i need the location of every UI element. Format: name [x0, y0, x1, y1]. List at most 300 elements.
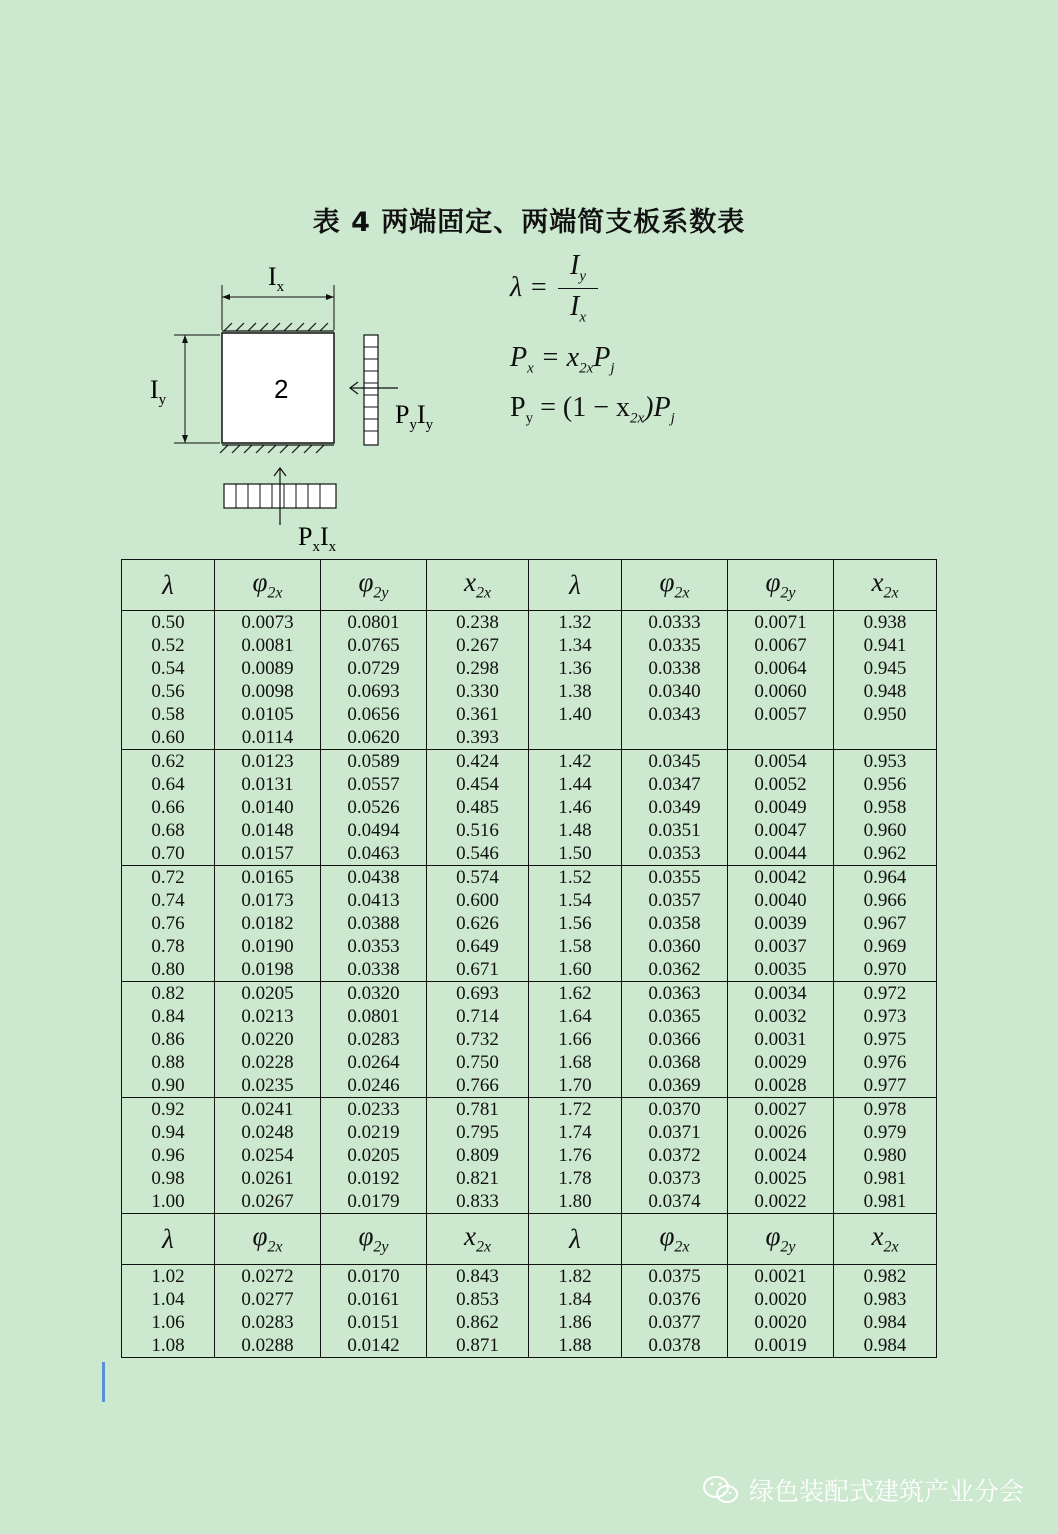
cell-value: 0.58	[151, 704, 185, 725]
cell-value: 0.0357	[648, 890, 701, 911]
column-header: $\varphi_{2x}$	[622, 560, 728, 611]
column-header: $x_{2x}$	[834, 1214, 937, 1265]
table-cell	[122, 611, 215, 750]
cell-value: 0.78	[151, 936, 185, 957]
column-header: $\varphi_{2y}$	[728, 560, 834, 611]
cell-value: 0.64	[151, 774, 185, 795]
cell-value: 0.0349	[648, 797, 701, 818]
cell-value: 0.267	[456, 635, 499, 656]
cell-value: 0.0081	[241, 635, 294, 656]
table-cell	[728, 750, 834, 866]
cell-value: 1.74	[558, 1122, 592, 1143]
left-dimension-label: $I_y$	[150, 375, 167, 408]
table-cell	[622, 982, 728, 1098]
cell-value: 0.981	[863, 1168, 907, 1189]
table-cell	[321, 1098, 427, 1214]
cell-value	[622, 726, 727, 749]
cell-value: 0.0021	[754, 1266, 807, 1287]
table-cell	[427, 982, 529, 1098]
cell-value: 1.76	[558, 1145, 592, 1166]
cell-value: 0.0049	[754, 797, 807, 818]
cell-value: 0.0801	[347, 1006, 400, 1027]
cell-value: 0.0228	[241, 1052, 294, 1073]
table-cell	[529, 982, 622, 1098]
cell-value: 0.0031	[754, 1029, 807, 1050]
table-cell	[622, 611, 728, 750]
cell-value: 0.80	[151, 959, 185, 980]
footer-watermark	[701, 1472, 1024, 1508]
column-header: $x_{2x}$	[834, 560, 937, 611]
cell-value: 0.0034	[754, 983, 807, 1004]
table-cell	[321, 982, 427, 1098]
cell-value: 0.0413	[347, 890, 400, 911]
cell-value: 0.967	[863, 913, 907, 934]
cell-value: 0.0148	[241, 820, 294, 841]
cell-value: 0.0335	[648, 635, 701, 656]
cell-value: 0.0047	[754, 820, 807, 841]
cell-value: 0.0220	[241, 1029, 294, 1050]
table-row-group	[122, 611, 937, 750]
cell-value: 0.68	[151, 820, 185, 841]
table-cell	[728, 866, 834, 982]
cell-value: 0.0042	[754, 867, 807, 888]
cell-value: 0.0283	[241, 1312, 294, 1333]
cell-value: 0.950	[863, 704, 907, 725]
cell-value: 1.40	[558, 704, 592, 725]
cell-value: 0.0233	[347, 1099, 400, 1120]
cell-value: 0.0388	[347, 913, 400, 934]
cell-value: 0.56	[151, 681, 185, 702]
cell-value: 0.984	[863, 1335, 907, 1356]
right-load-label: $P_yI_y$	[395, 400, 434, 433]
cell-value: 0.945	[863, 658, 907, 679]
table-row-group	[122, 1098, 937, 1214]
table-cell	[122, 750, 215, 866]
table-cell	[321, 1265, 427, 1358]
cell-value: 0.84	[151, 1006, 185, 1027]
cell-value: 0.0372	[648, 1145, 701, 1166]
cell-value: 1.34	[558, 635, 592, 656]
table-cell	[622, 866, 728, 982]
cell-value: 0.958	[863, 797, 907, 818]
top-dimension-label: $I_x$	[268, 262, 285, 295]
cell-value: 0.0365	[648, 1006, 701, 1027]
cell-value: 0.0248	[241, 1122, 294, 1143]
cell-value: 0.0264	[347, 1052, 400, 1073]
cell-value: 0.976	[863, 1052, 907, 1073]
table-cell	[215, 1098, 321, 1214]
cell-value: 0.0057	[754, 704, 807, 725]
column-header: $x_{2x}$	[427, 560, 529, 611]
cell-value: 0.0377	[648, 1312, 701, 1333]
table-cell	[321, 611, 427, 750]
cell-value: 0.0027	[754, 1099, 807, 1120]
cell-value: 0.862	[456, 1312, 499, 1333]
cell-value: 1.68	[558, 1052, 592, 1073]
cell-value: 1.64	[558, 1006, 592, 1027]
cell-value: 0.66	[151, 797, 185, 818]
cell-value: 0.0044	[754, 843, 807, 864]
column-header: λ	[122, 560, 215, 611]
column-header: λ	[529, 560, 622, 611]
table-cell	[215, 611, 321, 750]
cell-value: 0.0098	[241, 681, 294, 702]
cell-value: 0.0277	[241, 1289, 294, 1310]
cell-value: 0.948	[863, 681, 907, 702]
table-cell	[834, 750, 937, 866]
cell-value: 0.82	[151, 983, 185, 1004]
table-cell	[728, 611, 834, 750]
cell-value: 1.78	[558, 1168, 592, 1189]
cell-value: 0.0340	[648, 681, 701, 702]
cell-value: 0.0019	[754, 1335, 807, 1356]
cell-value: 0.970	[863, 959, 907, 980]
cell-value: 0.516	[456, 820, 499, 841]
cell-value: 0.0765	[347, 635, 400, 656]
cell-value: 0.964	[863, 867, 907, 888]
cell-value: 0.843	[456, 1266, 499, 1287]
cell-value: 0.809	[456, 1145, 499, 1166]
cell-value: 0.0351	[648, 820, 701, 841]
cell-value: 0.960	[863, 820, 907, 841]
cell-value: 1.72	[558, 1099, 592, 1120]
cell-value: 0.0353	[347, 936, 400, 957]
cell-value: 1.82	[558, 1266, 592, 1287]
cell-value: 0.88	[151, 1052, 185, 1073]
table-cell	[622, 750, 728, 866]
cell-value: 1.86	[558, 1312, 592, 1333]
cell-value: 0.0142	[347, 1335, 400, 1356]
table-cell	[529, 866, 622, 982]
cell-value: 1.38	[558, 681, 592, 702]
cell-value: 1.00	[151, 1191, 185, 1212]
cell-value: 0.0338	[648, 658, 701, 679]
cell-value: 0.0205	[241, 983, 294, 1004]
cell-value: 0.98	[151, 1168, 185, 1189]
cell-value: 0.0182	[241, 913, 294, 934]
lambda-lhs: λ =	[510, 272, 549, 303]
cell-value: 1.44	[558, 774, 592, 795]
cell-value: 0.0353	[648, 843, 701, 864]
cell-value: 0.983	[863, 1289, 907, 1310]
table-cell	[427, 1098, 529, 1214]
cell-value: 0.0347	[648, 774, 701, 795]
cell-value: 0.424	[456, 751, 499, 772]
wechat-icon	[701, 1474, 741, 1506]
table-cell	[529, 750, 622, 866]
cell-value: 0.626	[456, 913, 499, 934]
cell-value: 0.0333	[648, 612, 701, 633]
cell-value: 0.0620	[347, 727, 400, 748]
column-header: λ	[122, 1214, 215, 1265]
table-cell	[529, 1265, 622, 1358]
cell-value: 0.0161	[347, 1289, 400, 1310]
cell-value: 0.649	[456, 936, 499, 957]
column-header: $\varphi_{2x}$	[215, 1214, 321, 1265]
cell-value: 0.972	[863, 983, 907, 1004]
footer-text: 绿色装配式建筑产业分会	[748, 1477, 1024, 1506]
cell-value: 0.833	[456, 1191, 499, 1212]
cell-value: 0.574	[456, 867, 499, 888]
column-header: λ	[529, 1214, 622, 1265]
table-cell	[529, 1098, 622, 1214]
cell-value: 0.62	[151, 751, 185, 772]
cell-value: 0.0320	[347, 983, 400, 1004]
cell-value: 0.0064	[754, 658, 807, 679]
cell-value: 0.0801	[347, 612, 400, 633]
cell-value: 0.795	[456, 1122, 499, 1143]
cell-value: 1.70	[558, 1075, 592, 1096]
column-header: $\varphi_{2y}$	[321, 1214, 427, 1265]
cell-value: 0.750	[456, 1052, 499, 1073]
table-cell	[215, 982, 321, 1098]
table-cell	[529, 611, 622, 750]
cell-value: 0.50	[151, 612, 185, 633]
cell-value: 0.0131	[241, 774, 294, 795]
cell-value: 0.0370	[648, 1099, 701, 1120]
bottom-load-label: $P_xI_x$	[298, 522, 337, 555]
cell-value: 0.0376	[648, 1289, 701, 1310]
cell-value: 0.485	[456, 797, 499, 818]
cell-value: 1.08	[151, 1335, 185, 1356]
cell-value: 0.0071	[754, 612, 807, 633]
cell-value: 0.0656	[347, 704, 400, 725]
table-cell	[122, 866, 215, 982]
table-cell	[834, 866, 937, 982]
cell-value	[529, 726, 621, 749]
cell-value: 0.0345	[648, 751, 701, 772]
cell-value: 0.52	[151, 635, 185, 656]
cell-value: 1.36	[558, 658, 592, 679]
table-cell	[834, 1265, 937, 1358]
table-cell	[834, 1098, 937, 1214]
cell-value: 0.871	[456, 1335, 499, 1356]
cell-value: 0.0170	[347, 1266, 400, 1287]
cell-value: 0.693	[456, 983, 499, 1004]
cell-value: 0.0105	[241, 704, 294, 725]
cell-value: 0.0360	[648, 936, 701, 957]
cell-value: 0.60	[151, 727, 185, 748]
cell-value: 0.0089	[241, 658, 294, 679]
cell-value: 0.0378	[648, 1335, 701, 1356]
table-cell	[622, 1098, 728, 1214]
cell-value: 0.979	[863, 1122, 907, 1143]
cell-value: 0.941	[863, 635, 907, 656]
table-cell	[321, 750, 427, 866]
cell-value: 0.0198	[241, 959, 294, 980]
column-header: $\varphi_{2y}$	[321, 560, 427, 611]
table-cell	[215, 750, 321, 866]
cell-value: 0.0693	[347, 681, 400, 702]
cell-value: 0.962	[863, 843, 907, 864]
cell-value: 0.0241	[241, 1099, 294, 1120]
cell-value: 0.0288	[241, 1335, 294, 1356]
cell-value: 0.0358	[648, 913, 701, 934]
cell-value: 0.0114	[241, 727, 294, 748]
table-cell	[834, 982, 937, 1098]
cell-value: 0.975	[863, 1029, 907, 1050]
cell-value: 1.50	[558, 843, 592, 864]
cell-value: 0.982	[863, 1266, 907, 1287]
cell-value: 0.0022	[754, 1191, 807, 1212]
cell-value: 0.0557	[347, 774, 400, 795]
cell-value: 1.60	[558, 959, 592, 980]
cell-value: 0.96	[151, 1145, 185, 1166]
cell-value: 1.80	[558, 1191, 592, 1212]
column-header: $\varphi_{2y}$	[728, 1214, 834, 1265]
cell-value: 0.0235	[241, 1075, 294, 1096]
cell-value	[834, 726, 936, 749]
cell-value: 0.298	[456, 658, 499, 679]
table-cell	[728, 1265, 834, 1358]
cell-value: 0.0261	[241, 1168, 294, 1189]
cell-value: 0.0192	[347, 1168, 400, 1189]
cell-value: 0.0032	[754, 1006, 807, 1027]
cell-value: 1.06	[151, 1312, 185, 1333]
plate-number: 2	[274, 374, 289, 404]
cell-value: 0.0039	[754, 913, 807, 934]
table-cell	[427, 1265, 529, 1358]
cell-value: 0.0035	[754, 959, 807, 980]
cell-value: 0.0179	[347, 1191, 400, 1212]
table-cell	[122, 1265, 215, 1358]
cell-value: 0.0026	[754, 1122, 807, 1143]
cell-value: 0.86	[151, 1029, 185, 1050]
cell-value: 0.980	[863, 1145, 907, 1166]
table-row-group	[122, 866, 937, 982]
cell-value: 0.0037	[754, 936, 807, 957]
cell-value: 1.42	[558, 751, 592, 772]
cell-value: 0.0366	[648, 1029, 701, 1050]
cell-value: 0.966	[863, 890, 907, 911]
cell-value: 0.0254	[241, 1145, 294, 1166]
table-cell	[622, 1265, 728, 1358]
cell-value: 0.54	[151, 658, 185, 679]
column-header: $x_{2x}$	[427, 1214, 529, 1265]
cell-value: 0.72	[151, 867, 185, 888]
cell-value: 0.0020	[754, 1289, 807, 1310]
cell-value: 0.969	[863, 936, 907, 957]
cell-value: 1.88	[558, 1335, 592, 1356]
cell-value: 0.94	[151, 1122, 185, 1143]
cell-value: 0.0054	[754, 751, 807, 772]
cell-value: 0.0283	[347, 1029, 400, 1050]
cell-value: 0.781	[456, 1099, 499, 1120]
table-row-group	[122, 1265, 937, 1358]
cell-value: 0.0029	[754, 1052, 807, 1073]
cell-value: 1.54	[558, 890, 592, 911]
cell-value: 1.52	[558, 867, 592, 888]
cell-value: 0.0375	[648, 1266, 701, 1287]
cell-value: 0.0205	[347, 1145, 400, 1166]
cell-value: 0.0213	[241, 1006, 294, 1027]
plate-diagram	[140, 255, 470, 555]
cell-value: 0.0438	[347, 867, 400, 888]
cell-value: 1.66	[558, 1029, 592, 1050]
cell-value: 0.0165	[241, 867, 294, 888]
cell-value: 0.956	[863, 774, 907, 795]
cell-value: 0.0362	[648, 959, 701, 980]
cell-value: 0.76	[151, 913, 185, 934]
cell-value: 0.0371	[648, 1122, 701, 1143]
cell-value: 0.0463	[347, 843, 400, 864]
column-header: $\varphi_{2x}$	[622, 1214, 728, 1265]
coefficient-table	[121, 559, 937, 1358]
table-header-row	[122, 560, 937, 611]
py-formula: $P_y = (1 - x_{2x})P_j$	[510, 392, 675, 427]
cell-value: 0.984	[863, 1312, 907, 1333]
cell-value: 1.32	[558, 612, 592, 633]
cell-value: 0.0025	[754, 1168, 807, 1189]
cell-value: 0.0060	[754, 681, 807, 702]
cell-value: 0.0151	[347, 1312, 400, 1333]
cell-value: 0.0028	[754, 1075, 807, 1096]
cell-value: 0.0073	[241, 612, 294, 633]
cell-value: 0.0052	[754, 774, 807, 795]
cell-value: 0.0729	[347, 658, 400, 679]
cell-value: 0.600	[456, 890, 499, 911]
cell-value: 0.0526	[347, 797, 400, 818]
cell-value: 1.58	[558, 936, 592, 957]
cell-value: 0.454	[456, 774, 499, 795]
table-row-group	[122, 750, 937, 866]
table-cell	[215, 1265, 321, 1358]
cell-value: 0.0494	[347, 820, 400, 841]
table-row-group	[122, 982, 937, 1098]
cell-value: 0.90	[151, 1075, 185, 1096]
table-cell	[122, 1098, 215, 1214]
cell-value: 1.46	[558, 797, 592, 818]
cell-value: 0.70	[151, 843, 185, 864]
cell-value: 0.0123	[241, 751, 294, 772]
cell-value: 1.62	[558, 983, 592, 1004]
table-cell	[427, 611, 529, 750]
cell-value: 0.671	[456, 959, 499, 980]
cell-value: 0.0246	[347, 1075, 400, 1096]
table-cell	[427, 866, 529, 982]
cell-value: 0.953	[863, 751, 907, 772]
cell-value: 0.0140	[241, 797, 294, 818]
table-cell	[728, 982, 834, 1098]
cell-value: 0.0020	[754, 1312, 807, 1333]
cell-value: 0.361	[456, 704, 499, 725]
table-header-row	[122, 1214, 937, 1265]
cell-value: 1.02	[151, 1266, 185, 1287]
table-cell	[834, 611, 937, 750]
cell-value: 0.0368	[648, 1052, 701, 1073]
cell-value: 0.0373	[648, 1168, 701, 1189]
cell-value: 0.853	[456, 1289, 499, 1310]
cell-value: 0.0589	[347, 751, 400, 772]
cell-value: 0.0024	[754, 1145, 807, 1166]
table-cell	[321, 866, 427, 982]
cell-value: 0.74	[151, 890, 185, 911]
cell-value: 0.0374	[648, 1191, 701, 1212]
cell-value: 0.0343	[648, 704, 701, 725]
cell-value: 0.0040	[754, 890, 807, 911]
cell-value: 0.0267	[241, 1191, 294, 1212]
cell-value: 0.330	[456, 681, 499, 702]
px-formula: $P_x = x_{2x}P_j$	[510, 342, 615, 377]
cell-value: 0.238	[456, 612, 499, 633]
page-title: 表 4 两端固定、两端简支板系数表	[312, 207, 746, 238]
cell-value: 1.04	[151, 1289, 185, 1310]
table-cell	[427, 750, 529, 866]
cell-value: 0.0067	[754, 635, 807, 656]
cell-value: 0.0272	[241, 1266, 294, 1287]
cell-value: 0.714	[456, 1006, 499, 1027]
cell-value: 0.0190	[241, 936, 294, 957]
